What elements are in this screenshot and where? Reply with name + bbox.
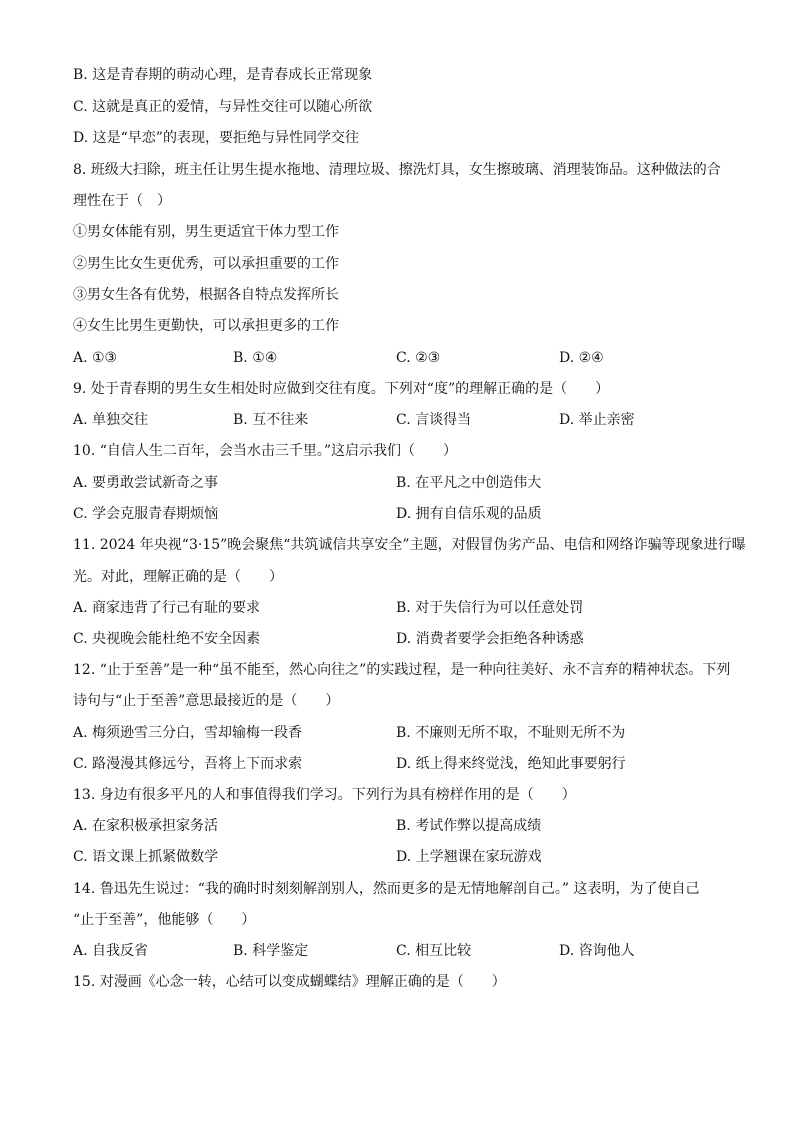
q15-stem: 15. 对漫画《心念一转，心结可以变成蝴蝶结》理解正确的是（ ） [73, 974, 506, 990]
q14-options [73, 941, 733, 961]
q8-statement-1: ①男女体能有别，男生更适宜干体力型工作 [73, 224, 339, 240]
q13-option-d: D. 上学翘课在家玩游戏 [396, 849, 542, 865]
q8-option-c: C. ②③ [396, 350, 441, 366]
q7-option-d: D. 这是“早恋”的表现，要拒绝与异性同学交往 [73, 130, 359, 146]
q13-option-c: C. 语文课上抓紧做数学 [73, 849, 219, 865]
q12-option-c: C. 路漫漫其修远兮，吾将上下而求索 [73, 756, 303, 772]
q14-stem-line-1: 14. 鲁迅先生说过：“我的确时时刻刻解剖别人，然而更多的是无情地解剖自己。” 这表明，为了使自己 [73, 881, 700, 897]
q8-stem-line-2: 理性在于（ ） [73, 193, 171, 209]
q14-option-a: A. 自我反省 [73, 943, 149, 959]
q12-option-a: A. 梅须逊雪三分白，雪却输梅一段香 [73, 725, 303, 741]
q14-option-c: C. 相互比较 [396, 943, 472, 959]
q11-option-a: A. 商家违背了行己有耻的要求 [73, 600, 261, 616]
q7-option-c: C. 这就是真正的爱情，与异性交往可以随心所欲 [73, 99, 373, 115]
q14-option-d: D. 咨询他人 [559, 943, 635, 959]
q10-options-row-1 [73, 473, 733, 493]
q8-statement-4: ④女生比男生更勤快，可以承担更多的工作 [73, 318, 339, 334]
q11-options-row-1 [73, 598, 733, 618]
q12-option-d: D. 纸上得来终觉浅，绝知此事要躬行 [396, 756, 626, 772]
q12-stem-line-1: 12. “止于至善”是一种“虽不能至，然心向往之”的实践过程，是一种向往美好、永不言弃的精神状态。下列 [73, 662, 731, 678]
q10-option-d: D. 拥有自信乐观的品质 [396, 506, 542, 522]
q8-option-a: A. ①③ [73, 350, 118, 366]
q13-options-row-1 [73, 816, 733, 836]
q9-stem: 9. 处于青春期的男生女生相处时应做到交往有度。下列对“度”的理解正确的是（ ） [73, 381, 610, 397]
q13-option-a: A. 在家积极承担家务活 [73, 818, 219, 834]
q13-stem: 13. 身边有很多平凡的人和事值得我们学习。下列行为具有榜样作用的是（ ） [73, 787, 576, 803]
q12-options-row-1 [73, 723, 733, 743]
q12-option-b: B. 不廉则无所不取，不耻则无所不为 [396, 725, 626, 741]
q13-options-row-2 [73, 847, 733, 867]
q10-option-b: B. 在平凡之中创造伟大 [396, 475, 542, 491]
q10-stem: 10. “自信人生二百年，会当水击三千里。”这启示我们（ ） [73, 443, 458, 459]
q9-option-c: C. 言谈得当 [396, 412, 472, 428]
q11-stem-line-1: 11. 2024 年央视“3·15”晚会聚焦“共筑诚信共享安全”主题，对假冒伪劣产品、电信和网络诈骗等现象进行曝 [73, 537, 746, 553]
q10-option-c: C. 学会克服青春期烦恼 [73, 506, 219, 522]
q11-options-row-2 [73, 629, 733, 649]
q8-statement-3: ③男女生各有优势，根据各自特点发挥所长 [73, 287, 339, 303]
q8-option-d: D. ②④ [559, 350, 604, 366]
q9-option-a: A. 单独交往 [73, 412, 149, 428]
q14-option-b: B. 科学鉴定 [233, 943, 309, 959]
q12-stem-line-2: 诗句与“止于至善”意思最接近的是（ ） [73, 693, 340, 709]
q8-stem-line-1: 8. 班级大扫除，班主任让男生提水拖地、清理垃圾、擦洗灯具，女生擦玻璃、消理装饰品。这种做法的合 [73, 162, 721, 178]
q10-options-row-2 [73, 504, 733, 524]
q8-options [73, 348, 733, 368]
q9-option-b: B. 互不往来 [233, 412, 309, 428]
q9-option-d: D. 举止亲密 [559, 412, 635, 428]
q9-options [73, 410, 733, 430]
q12-options-row-2 [73, 754, 733, 774]
q10-option-a: A. 要勇敢尝试新奇之事 [73, 475, 219, 491]
q14-stem-line-2: “止于至善”，他能够（ ） [73, 912, 256, 928]
q8-statement-2: ②男生比女生更优秀，可以承担重要的工作 [73, 256, 339, 272]
q7-option-b: B. 这是青春期的萌动心理，是青春成长正常现象 [73, 67, 373, 83]
q8-option-b: B. ①④ [233, 350, 278, 366]
q11-option-d: D. 消费者要学会拒绝各种诱惑 [396, 631, 584, 647]
q11-option-c: C. 央视晚会能杜绝不安全因素 [73, 631, 261, 647]
q13-option-b: B. 考试作弊以提高成绩 [396, 818, 542, 834]
q11-option-b: B. 对于失信行为可以任意处罚 [396, 600, 584, 616]
q11-stem-line-2: 光。对此，理解正确的是（ ） [73, 569, 283, 585]
